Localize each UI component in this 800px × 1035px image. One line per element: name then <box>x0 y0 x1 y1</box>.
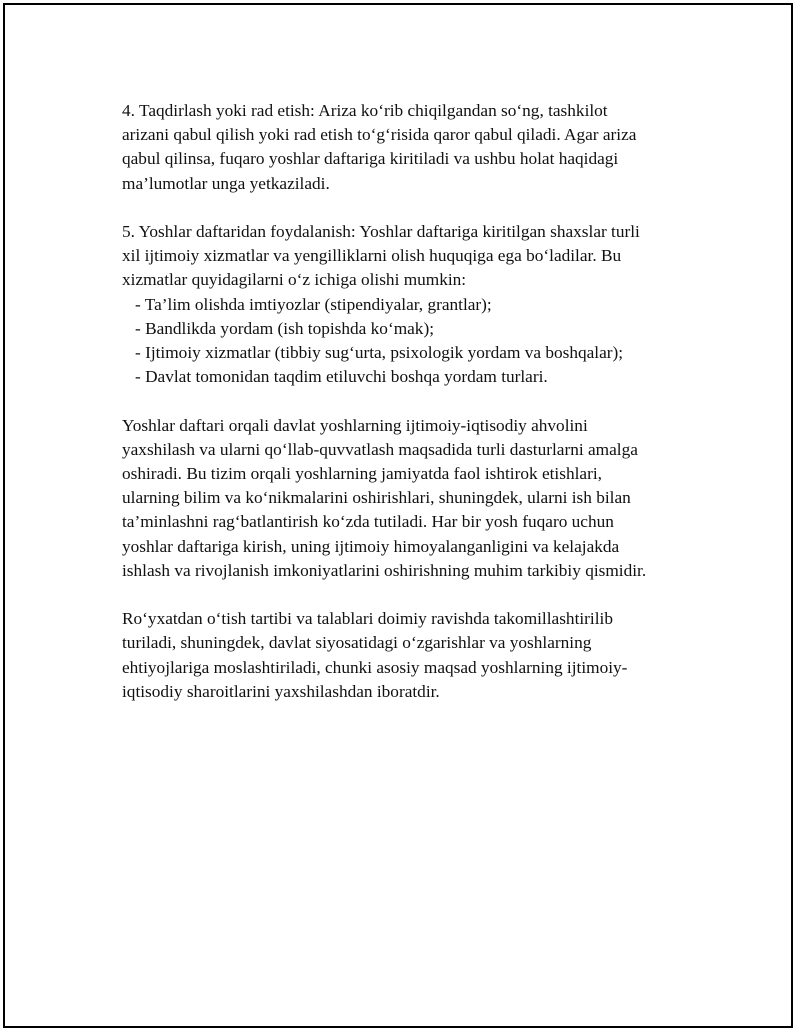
list-item: - Davlat tomonidan taqdim etiluvchi boshqa yordam turlari. <box>135 367 548 387</box>
benefits-list <box>122 293 722 390</box>
final-paragraph: Ro‘yxatdan o‘tish tartibi va talablari doimiy ravishda takomillashtirilib turiladi, shuningdek, davlat siyosatidagi o‘zgarishlar va yoshlarning ehtiyojlariga moslashtiriladi, chunki asosiy maqsad yoshlarning ijtimoiy- iqtisodiy sharoitlarini yaxshilashdan iboratdir. <box>122 609 628 701</box>
list-item: - Ijtimoiy xizmatlar (tibbiy sug‘urta, psixologik yordam va boshqalar); <box>135 343 624 363</box>
list-item: - Bandlikda yordam (ish topishda ko‘mak); <box>135 318 435 338</box>
section-5-paragraph: 5. Yoshlar daftaridan foydalanish: Yoshlar daftariga kiritilgan shaxslar turli xil ijtimoiy xizmatlar va yengilliklarni olish huquqiga ega bo‘ladilar. Bu xizmatlar quyidagilarni o‘z ichiga olishi mumkin: <box>122 222 640 290</box>
list-item: - Ta’lim olishda imtiyozlar (stipendiyalar, grantlar); <box>135 294 492 314</box>
document-body <box>122 99 722 728</box>
summary-paragraph: Yoshlar daftari orqali davlat yoshlarning ijtimoiy-iqtisodiy ahvolini yaxshilash va ularni qo‘llab-quvvatlash maqsadida turli dasturlarni amalga oshiradi. Bu tizim orqali yoshlarning jamiyatda faol ishtirok etishlari, ularning bilim va ko‘nikmalarini oshirishlari, shuningdek, ularni ish bilan ta’minlashni rag‘batlantirish ko‘zda tutiladi. Har bir yosh fuqaro uchun yoshlar daftariga kirish, uning ijtimoiy himoyalanganligini va kelajakda ishlash va rivojlanish imkoniyatlarini oshirishning muhim tarkibiy qismidir. <box>122 415 647 580</box>
page-border <box>3 3 793 1028</box>
section-4-paragraph: 4. Taqdirlash yoki rad etish: Ariza ko‘rib chiqilgandan so‘ng, tashkilot arizani qabul qilish yoki rad etish to‘g‘risida qaror qabul qiladi. Agar ariza qabul qilinsa, fuqaro yoshlar daftariga kiritiladi va ushbu holat haqidagi ma’lumotlar unga yetkaziladi. <box>122 101 637 193</box>
